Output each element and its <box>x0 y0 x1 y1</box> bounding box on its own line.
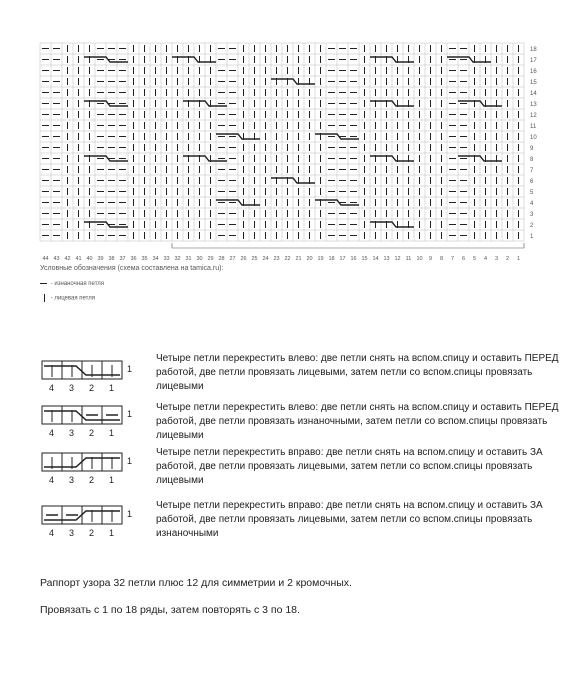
knit-symbol <box>44 294 45 302</box>
symbol-column-number: 2 <box>89 383 95 393</box>
purl-symbol <box>40 283 47 284</box>
row-label: 14 <box>530 91 537 97</box>
symbol-column-number: 4 <box>49 428 55 438</box>
column-label: 5 <box>472 256 477 262</box>
symbol-column-number: 1 <box>109 528 115 538</box>
column-label: 2 <box>505 256 510 262</box>
row-label: 5 <box>530 190 534 196</box>
row-label: 2 <box>530 223 534 229</box>
row-label: 6 <box>530 179 534 185</box>
symbol-column-number: 4 <box>49 475 55 485</box>
legend-purl-label: - изнаночная петля <box>50 281 105 287</box>
column-label: 12 <box>394 256 401 262</box>
column-label: 32 <box>174 256 181 262</box>
column-label: 1 <box>516 256 521 262</box>
column-label: 27 <box>229 256 236 262</box>
symbol-column-number: 3 <box>69 428 75 438</box>
column-label: 21 <box>295 256 302 262</box>
row-label: 13 <box>530 102 537 108</box>
symbol-row-number: 1 <box>127 456 133 466</box>
column-label: 23 <box>273 256 280 262</box>
row-label: 4 <box>530 201 534 207</box>
legend-purl <box>40 281 104 287</box>
row-label: 11 <box>530 124 537 130</box>
row-label: 10 <box>530 135 537 141</box>
symbol-column-number: 2 <box>89 528 95 538</box>
rows-note: Провязать с 1 по 18 ряды, затем повторять с 3 по 18. <box>40 604 300 616</box>
column-label: 8 <box>439 256 444 262</box>
symbol-row-number: 1 <box>127 409 133 419</box>
column-label: 39 <box>97 256 104 262</box>
column-label: 16 <box>350 256 357 262</box>
column-label: 31 <box>185 256 192 262</box>
column-label: 7 <box>450 256 455 262</box>
column-label: 42 <box>64 256 71 262</box>
legend-knit-label: - лицевая петля <box>50 295 96 302</box>
column-label: 3 <box>494 256 499 262</box>
symbol-description-3: Четыре петли перекрестить вправо: две петли снять на вспом.спицу и оставить ЗА работой, две петли провязать лицевыми, затем петли со вспом.спицы провязать лицевыми <box>156 447 543 486</box>
cable-symbol-right-knit <box>40 451 150 491</box>
symbol-column-number: 4 <box>49 528 55 538</box>
row-label: 9 <box>530 146 534 152</box>
legend-caption: Условные обозначения (схема составлена на tamica.ru): <box>40 265 224 272</box>
column-label: 22 <box>284 256 291 262</box>
symbol-column-number: 3 <box>69 528 75 538</box>
row-label: 12 <box>530 113 537 119</box>
symbol-description-1: Четыре петли перекрестить влево: две петли снять на вспом.спицу и оставить ПЕРЕД работой, две петли провязать лицевыми, затем петли со вспом.спицы провязать лицевыми <box>156 353 559 392</box>
column-label: 11 <box>405 256 412 262</box>
row-label: 17 <box>530 58 537 64</box>
symbol-description-2: Четыре петли перекрестить влево: две петли снять на вспом.спицу и оставить ПЕРЕД работой, две петли провязать изнаночными, затем петли со вспом.спицы провязать лицевыми <box>156 402 559 441</box>
column-label: 26 <box>240 256 247 262</box>
symbol-column-number: 3 <box>69 383 75 393</box>
symbol-description-4: Четыре петли перекрестить вправо: две петли снять на вспом.спицу и оставить ЗА работой, две петли провязать лицевыми, затем петли со вспом.спицы провязать изнаночными <box>156 500 543 539</box>
column-label: 10 <box>416 256 423 262</box>
column-label: 29 <box>207 256 214 262</box>
column-label: 25 <box>251 256 258 262</box>
column-label: 20 <box>306 256 313 262</box>
row-label: 16 <box>530 69 537 75</box>
row-label: 1 <box>530 234 534 240</box>
column-label: 14 <box>372 256 379 262</box>
repeat-note: Раппорт узора 32 петли плюс 12 для симметрии и 2 кромочных. <box>40 577 352 589</box>
column-label: 28 <box>218 256 225 262</box>
row-label: 8 <box>530 157 534 163</box>
column-label: 40 <box>86 256 93 262</box>
repeat-bracket <box>172 243 524 248</box>
row-label: 15 <box>530 80 537 86</box>
symbol-row-number: 1 <box>127 509 133 519</box>
column-label: 30 <box>196 256 203 262</box>
row-label: 18 <box>530 47 537 53</box>
column-label: 43 <box>53 256 60 262</box>
column-label: 19 <box>317 256 324 262</box>
column-label: 33 <box>163 256 170 262</box>
symbol-row-number: 1 <box>127 364 133 374</box>
symbol-column-number: 2 <box>89 475 95 485</box>
row-label: 3 <box>530 212 534 218</box>
column-label: 36 <box>130 256 137 262</box>
column-label: 24 <box>262 256 269 262</box>
cable-symbol-left-knit <box>40 359 150 399</box>
column-label: 34 <box>152 256 159 262</box>
symbol-column-number: 1 <box>109 428 115 438</box>
cable-symbol-right-purl <box>40 504 150 544</box>
symbol-column-number: 1 <box>109 475 115 485</box>
column-label: 15 <box>361 256 368 262</box>
symbol-column-number: 4 <box>49 383 55 393</box>
column-label: 6 <box>461 256 466 262</box>
symbol-column-number: 1 <box>109 383 115 393</box>
column-label: 41 <box>75 256 82 262</box>
column-label: 4 <box>483 256 488 262</box>
column-label: 38 <box>108 256 115 262</box>
column-label: 17 <box>339 256 346 262</box>
row-label: 7 <box>530 168 534 174</box>
column-label: 9 <box>428 256 433 262</box>
symbol-column-number: 2 <box>89 428 95 438</box>
symbol-column-number: 3 <box>69 475 75 485</box>
column-label: 13 <box>383 256 390 262</box>
legend-knit <box>40 294 95 302</box>
column-label: 44 <box>42 256 49 262</box>
column-label: 35 <box>141 256 148 262</box>
column-label: 18 <box>328 256 335 262</box>
column-label: 37 <box>119 256 126 262</box>
cable-symbol-left-purl <box>40 404 150 444</box>
knitting-chart <box>0 0 585 270</box>
